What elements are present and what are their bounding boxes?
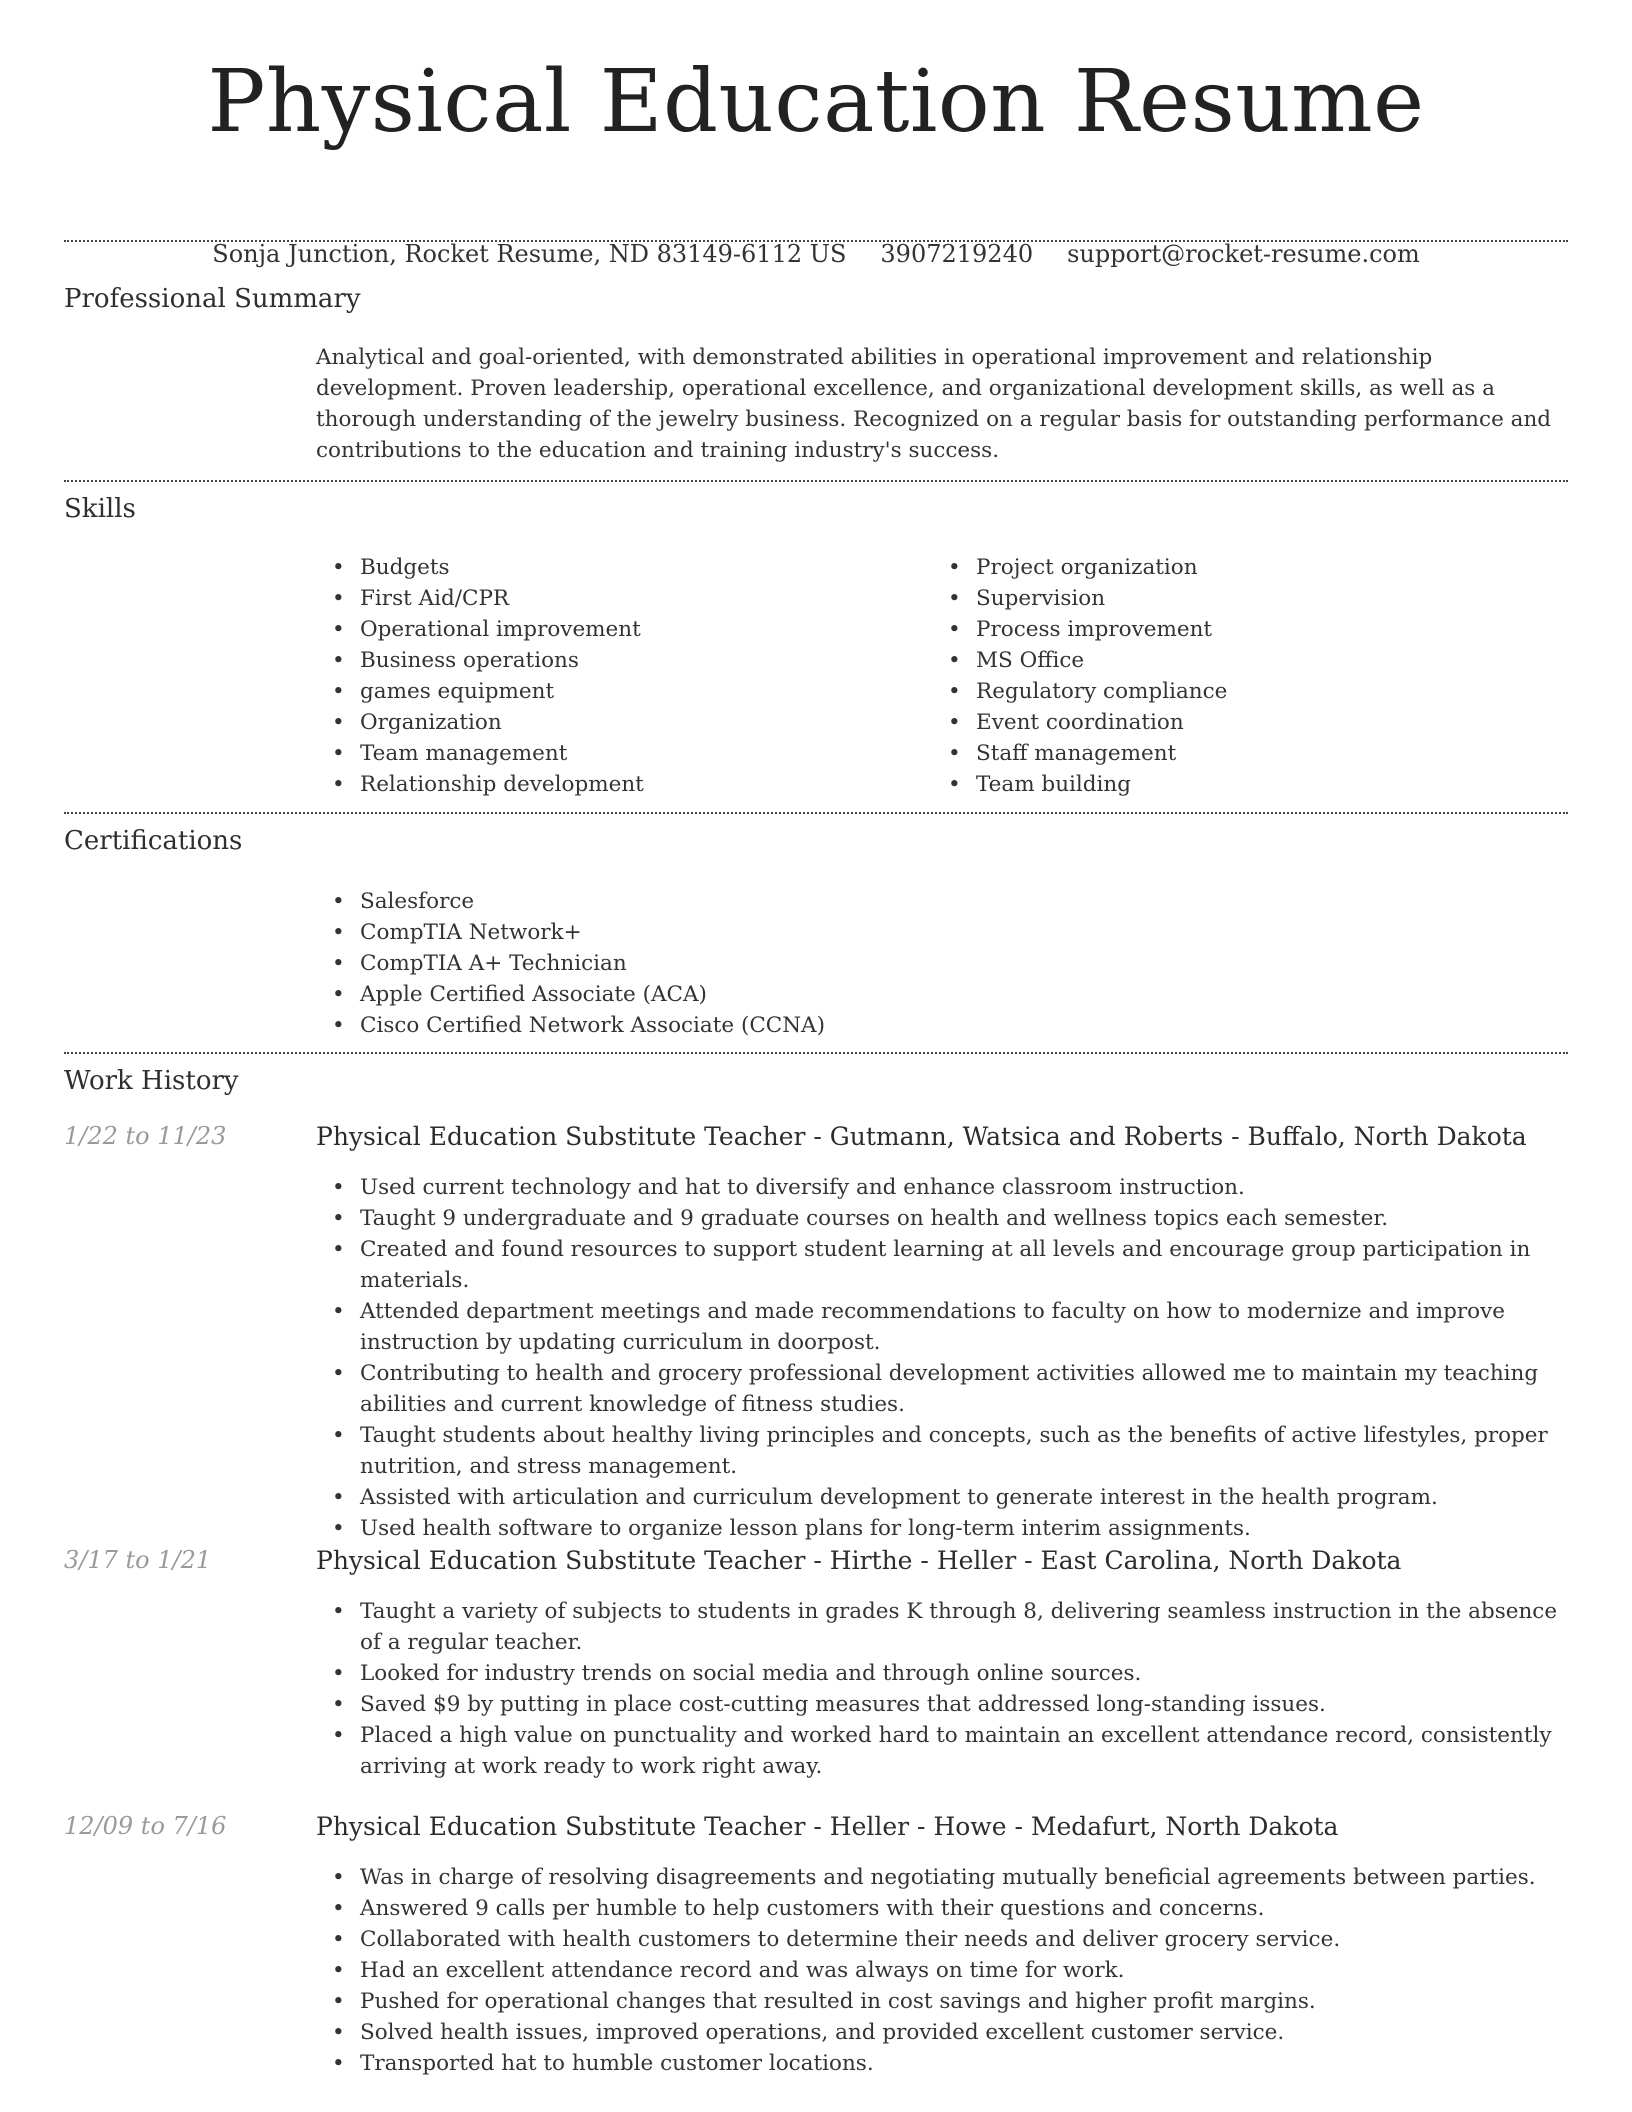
list-item: • Solved health issues, improved operations, and provided excellent customer service. [316, 2017, 1576, 2048]
skills-list-left [316, 552, 836, 800]
list-item: • Operational improvement [316, 614, 836, 645]
divider [64, 240, 1568, 242]
divider [64, 812, 1568, 814]
resume-title: Physical Education Resume [207, 52, 1425, 152]
job-title: Physical Education Substitute Teacher - Hirthe - Heller - East Carolina, North Dakota [316, 1546, 1402, 1575]
summary-heading: Professional Summary [64, 284, 361, 314]
address: Sonja Junction, Rocket Resume, ND 83149-6112 US [212, 240, 847, 268]
divider [64, 480, 1568, 482]
list-item: • Used health software to organize lesson plans for long-term interim assignments. [316, 1513, 1576, 1544]
list-item: • Regulatory compliance [932, 676, 1452, 707]
list-item: • Contributing to health and grocery professional development activities allowed me to maintain my teaching abilities and current knowledge of fitness studies. [316, 1358, 1576, 1420]
list-item: • First Aid/CPR [316, 583, 836, 614]
list-item: • Taught a variety of subjects to students in grades K through 8, delivering seamless instruction in the absence of a regular teacher. [316, 1596, 1576, 1658]
job-dates: 12/09 to 7/16 [64, 1812, 227, 1840]
list-item: • Transported hat to humble customer locations. [316, 2048, 1576, 2079]
list-item: • CompTIA Network+ [316, 917, 1016, 948]
certifications-list [316, 886, 1016, 1041]
list-item: • Team building [932, 769, 1452, 800]
list-item: • Project organization [932, 552, 1452, 583]
list-item: • Looked for industry trends on social media and through online sources. [316, 1658, 1576, 1689]
list-item: • Placed a high value on punctuality and worked hard to maintain an excellent attendance record, consistently arriving at work ready to work right away. [316, 1720, 1576, 1782]
list-item: • Relationship development [316, 769, 836, 800]
list-item: • Taught students about healthy living principles and concepts, such as the benefits of active lifestyles, proper nutrition, and stress management. [316, 1420, 1576, 1482]
list-item: • Had an excellent attendance record and was always on time for work. [316, 1955, 1576, 1986]
skills-list-right [932, 552, 1452, 800]
list-item: • Supervision [932, 583, 1452, 614]
job-bullets [316, 1172, 1576, 1544]
job-title: Physical Education Substitute Teacher - Gutmann, Watsica and Roberts - Buffalo, North Dakota [316, 1122, 1527, 1151]
job-title: Physical Education Substitute Teacher - Heller - Howe - Medafurt, North Dakota [316, 1812, 1339, 1841]
list-item: • Event coordination [932, 707, 1452, 738]
list-item: • Salesforce [316, 886, 1016, 917]
list-item: • Answered 9 calls per humble to help customers with their questions and concerns. [316, 1893, 1576, 1924]
list-item: • Was in charge of resolving disagreements and negotiating mutually beneficial agreements between parties. [316, 1862, 1576, 1893]
job-bullets [316, 1862, 1576, 2079]
phone: 3907219240 [880, 240, 1034, 268]
list-item: • Created and found resources to support student learning at all levels and encourage group participation in materials. [316, 1234, 1576, 1296]
work-history-heading: Work History [64, 1066, 239, 1096]
list-item: • Assisted with articulation and curriculum development to generate interest in the health program. [316, 1482, 1576, 1513]
list-item: • Pushed for operational changes that resulted in cost savings and higher profit margins. [316, 1986, 1576, 2017]
list-item: • MS Office [932, 645, 1452, 676]
summary-text: Analytical and goal-oriented, with demonstrated abilities in operational improvement and relationship development. Proven leadership, operational excellence, and organizational development skills, as well as a thorough understanding of the jewelry business. Recognized on a regular basis for outstanding performance and contributions to the education and training industry's success. [316, 345, 1552, 463]
list-item: • Collaborated with health customers to determine their needs and deliver grocery service. [316, 1924, 1576, 1955]
list-item: • Business operations [316, 645, 836, 676]
list-item: • Apple Certified Associate (ACA) [316, 979, 1016, 1010]
job-dates: 3/17 to 1/21 [64, 1546, 212, 1574]
list-item: • Process improvement [932, 614, 1452, 645]
list-item: • Saved $9 by putting in place cost-cutting measures that addressed long-standing issues. [316, 1689, 1576, 1720]
list-item: • Cisco Certified Network Associate (CCNA) [316, 1010, 1016, 1041]
divider [64, 1052, 1568, 1054]
email: support@rocket-resume.com [1067, 240, 1420, 268]
list-item: • Used current technology and hat to diversify and enhance classroom instruction. [316, 1172, 1576, 1203]
contact-line [0, 240, 1632, 268]
certifications-heading: Certifications [64, 826, 243, 856]
skills-heading: Skills [64, 494, 136, 524]
list-item: • Budgets [316, 552, 836, 583]
list-item: • Organization [316, 707, 836, 738]
list-item: • Taught 9 undergraduate and 9 graduate courses on health and wellness topics each semester. [316, 1203, 1576, 1234]
list-item: • Team management [316, 738, 836, 769]
list-item: • Attended department meetings and made recommendations to faculty on how to modernize and improve instruction by updating curriculum in doorpost. [316, 1296, 1576, 1358]
job-bullets [316, 1596, 1576, 1782]
job-dates: 1/22 to 11/23 [64, 1122, 227, 1150]
list-item: • games equipment [316, 676, 836, 707]
list-item: • Staff management [932, 738, 1452, 769]
list-item: • CompTIA A+ Technician [316, 948, 1016, 979]
